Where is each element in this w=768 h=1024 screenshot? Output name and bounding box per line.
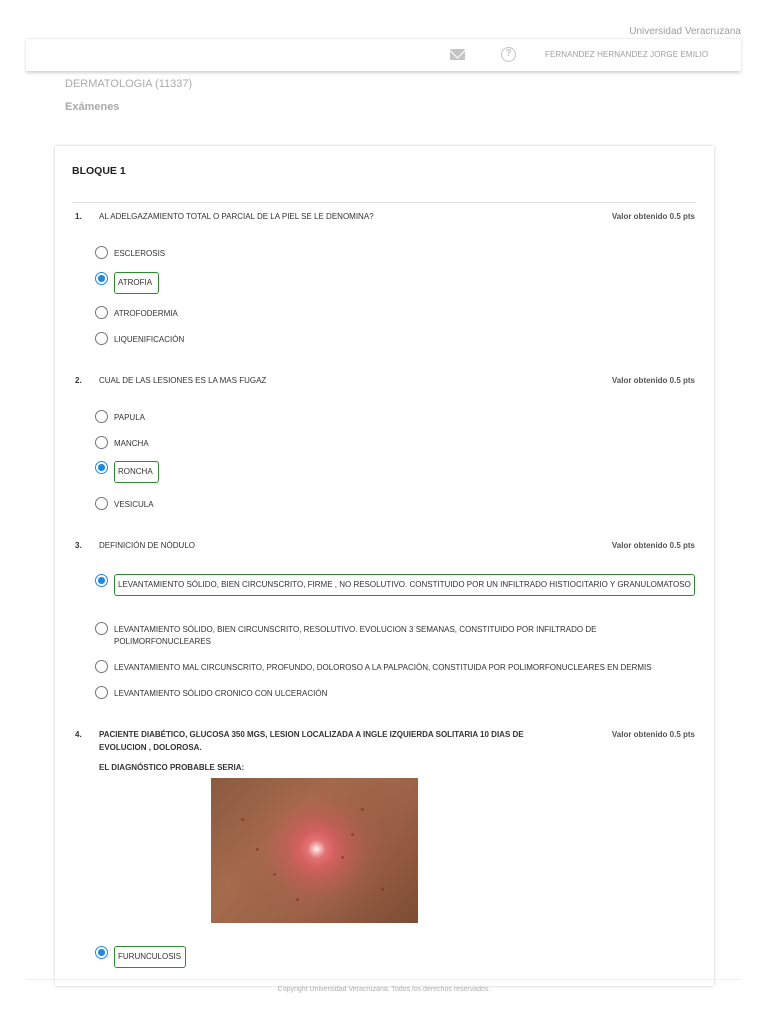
option-label: LIQUENIFICACIÓN xyxy=(114,335,185,344)
selected-answer-box: ATROFIA xyxy=(114,272,159,294)
selected-answer-box: FURUNCULOSIS xyxy=(114,946,186,968)
radio-button[interactable] xyxy=(95,410,108,423)
question-text: AL ADELGAZAMIENTO TOTAL O PARCIAL DE LA PIEL SE LE DENOMINA? xyxy=(99,212,374,221)
course-title: DERMATOLOGIA (11337) xyxy=(65,78,193,90)
help-icon[interactable]: ? xyxy=(501,47,516,62)
selected-answer-box: LEVANTAMIENTO SÓLIDO, BIEN CIRCUNSCRITO, FIRME , NO RESOLUTIVO. CONSTITUIDO POR UN INFILTRADO HISTIOCITARIO Y GRANULOMATOSO xyxy=(114,574,695,596)
section-title: Exámenes xyxy=(65,101,120,113)
question-number: 3. xyxy=(75,541,82,550)
radio-button[interactable] xyxy=(95,660,108,673)
clinical-photo xyxy=(211,778,418,923)
option-label: PAPULA xyxy=(114,413,145,422)
question-subtext: EL DIAGNÓSTICO PROBABLE SERIA: xyxy=(99,763,245,772)
radio-button[interactable] xyxy=(95,622,108,635)
question-score: Valor obtenido 0.5 pts xyxy=(611,730,695,739)
footer-divider xyxy=(26,979,741,980)
exam-card xyxy=(55,146,714,986)
question-score: Valor obtenido 0.5 pts xyxy=(611,212,695,221)
radio-button[interactable] xyxy=(95,246,108,259)
university-name: Universidad Veracruzana xyxy=(629,26,741,37)
option-label: VESICULA xyxy=(114,500,154,509)
option-label: ESCLEROSIS xyxy=(114,249,166,258)
block-title: BLOQUE 1 xyxy=(72,165,126,177)
radio-button[interactable] xyxy=(95,436,108,449)
radio-button-selected[interactable] xyxy=(95,574,108,587)
question-score: Valor obtenido 0.5 pts xyxy=(611,376,695,385)
option-label: LEVANTAMIENTO MAL CIRCUNSCRITO, PROFUNDO, DOLOROSO A LA PALPACIÓN, CONSTITUIDA POR POLIMORFONUCLEARES EN DERMIS xyxy=(114,663,652,672)
radio-button-selected[interactable] xyxy=(95,272,108,285)
radio-button-selected[interactable] xyxy=(95,461,108,474)
mail-icon[interactable] xyxy=(450,49,465,60)
question-score: Valor obtenido 0.5 pts xyxy=(611,541,695,550)
radio-button[interactable] xyxy=(95,306,108,319)
footer-copyright: Copyright Universidad Veracruzana. Todos los derechos reservados. xyxy=(277,986,491,993)
question-number: 1. xyxy=(75,212,82,221)
divider xyxy=(72,202,696,203)
option-label: ATROFODERMIA xyxy=(114,309,178,318)
selected-answer-box: RONCHA xyxy=(114,461,159,483)
radio-button[interactable] xyxy=(95,686,108,699)
user-name[interactable]: FERNANDEZ HERNANDEZ JORGE EMILIO xyxy=(545,50,709,59)
option-label: LEVANTAMIENTO SÓLIDO, BIEN CIRCUNSCRITO, RESOLUTIVO. EVOLUCION 3 SEMANAS, CONSTITUIDO POR INFILTRADO DE POLIMORFONUCLEARES xyxy=(114,625,597,646)
radio-button[interactable] xyxy=(95,332,108,345)
question-text: DEFINICIÓN DE NÓDULO xyxy=(99,541,196,550)
option-label: LEVANTAMIENTO SÓLIDO CRONICO CON ULCERACIÓN xyxy=(114,689,328,698)
radio-button[interactable] xyxy=(95,497,108,510)
question-number: 4. xyxy=(75,730,82,739)
question-text: PACIENTE DIABÉTICO, GLUCOSA 350 MGS, LESION LOCALIZADA A INGLE IZQUIERDA SOLITARIA 10 DIAS DE EVOLUCION , DOLOROSA. xyxy=(99,730,524,752)
radio-button-selected[interactable] xyxy=(95,946,108,959)
top-bar xyxy=(26,38,741,71)
question-text: CUAL DE LAS LESIONES ES LA MAS FUGAZ xyxy=(99,376,267,385)
question-number: 2. xyxy=(75,376,82,385)
option-label: MANCHA xyxy=(114,439,149,448)
